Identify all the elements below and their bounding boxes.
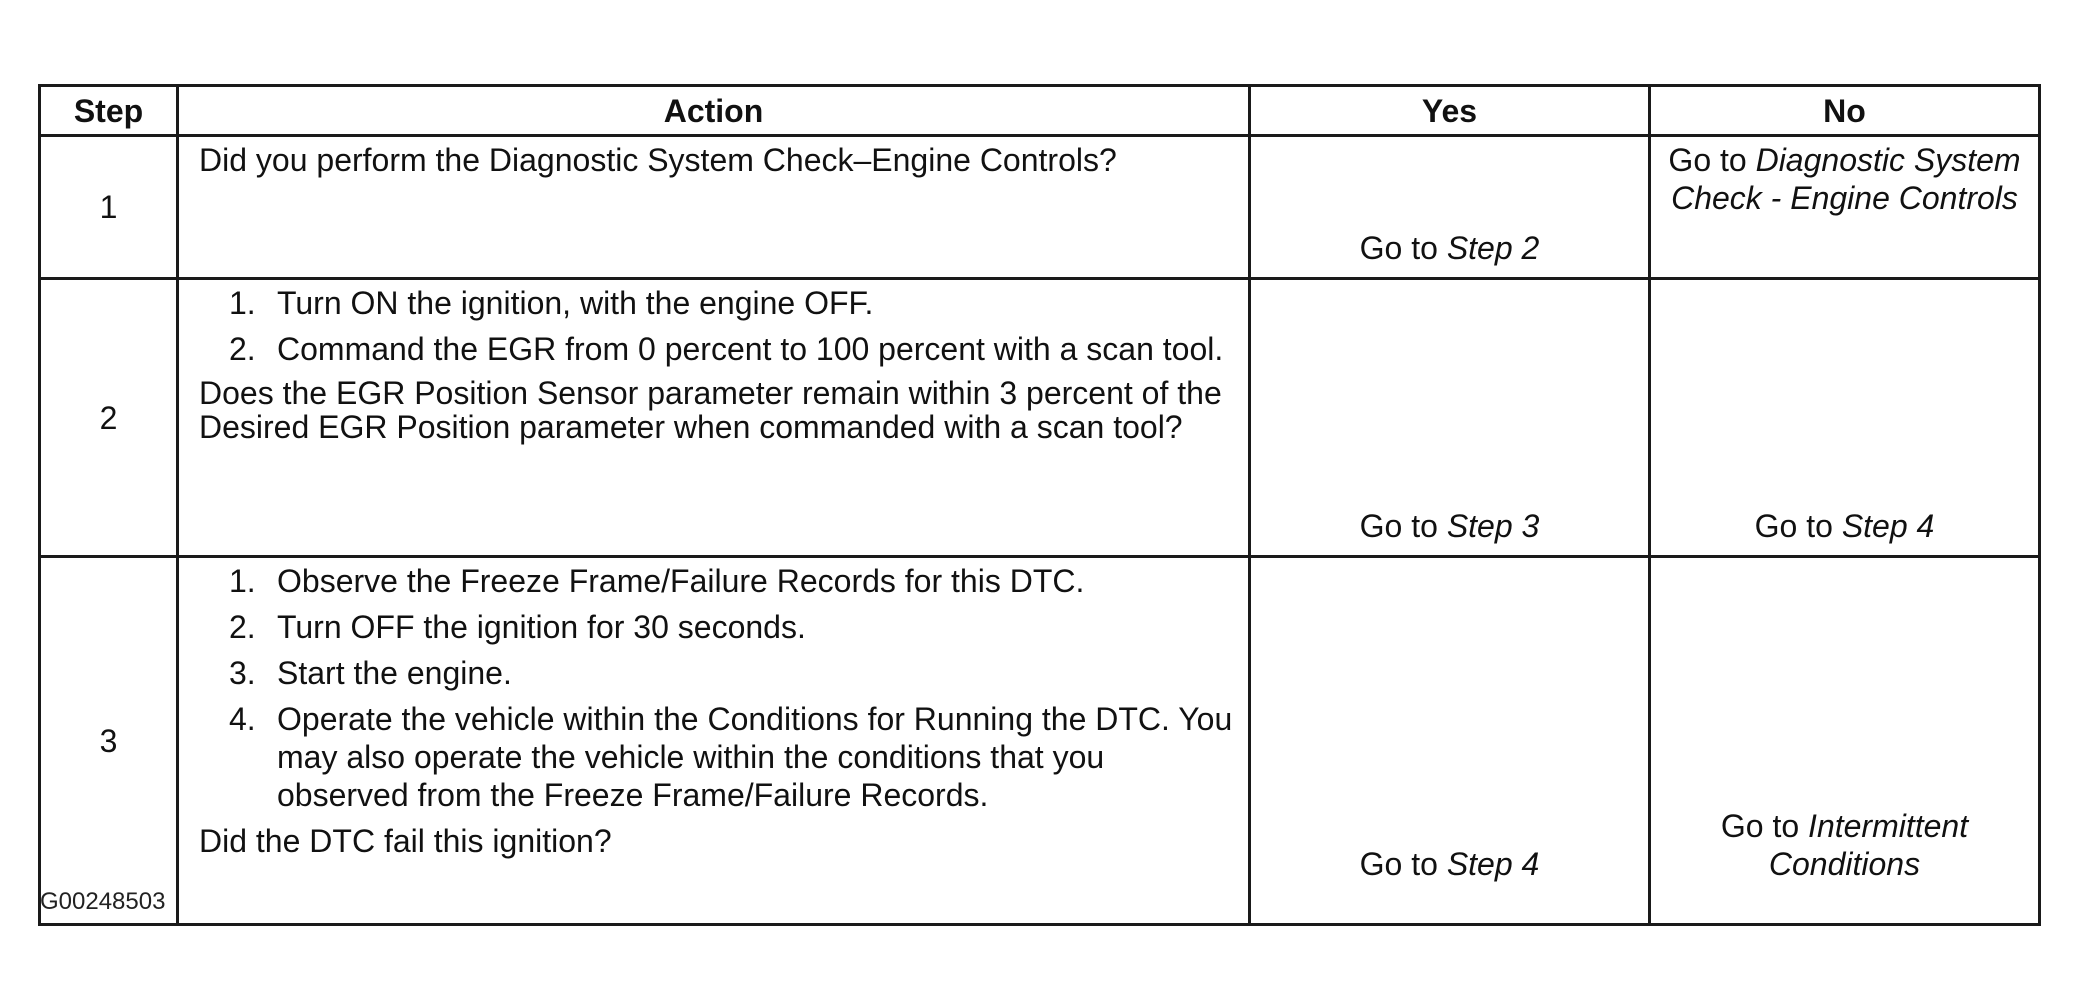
no-target-link[interactable]: Diagnostic System Check - Engine Controls [1671,142,2021,216]
figure-id: G00248503 [40,888,166,915]
yes-prefix: Go to [1359,846,1447,882]
table-row [40,279,2040,557]
yes-prefix: Go to [1359,230,1447,266]
no-cell [1650,136,2040,279]
list-item [199,654,1234,692]
yes-target-link[interactable]: Step 2 [1446,230,1540,266]
step-question: Did the DTC fail this ignition? [199,823,612,859]
header-row [40,86,2040,136]
step-question: Did you perform the Diagnostic System Check–Engine Controls? [199,142,1117,178]
yes-cell [1250,136,1650,279]
yes-target-link[interactable]: Step 3 [1446,508,1540,544]
list-item [199,330,1234,368]
substep-number: 2. [229,331,256,367]
header-no: No [1650,86,2040,136]
diagnostic-table [38,84,2041,926]
no-target-link[interactable]: Intermittent Conditions [1768,808,1969,882]
substep-number: 2. [229,609,256,645]
table-row [40,136,2040,279]
list-item [199,562,1234,600]
table-row [40,557,2040,925]
substep-list [199,562,1234,814]
no-prefix: Go to [1754,508,1842,544]
yes-prefix: Go to [1359,508,1447,544]
yes-target-link[interactable]: Step 4 [1446,846,1540,882]
list-item [199,700,1234,814]
substep-text: Turn OFF the ignition for 30 seconds. [277,609,806,645]
substep-number: 1. [229,285,256,321]
no-cell [1650,557,2040,925]
substep-number: 1. [229,563,256,599]
no-target-link[interactable]: Step 4 [1841,508,1935,544]
substep-text: Turn ON the ignition, with the engine OFF. [277,285,874,321]
substep-text: Start the engine. [277,655,512,691]
yes-cell [1250,557,1650,925]
action-cell [178,557,1250,925]
substep-text: Operate the vehicle within the Conditions for Running the DTC. You may also operate the vehicle within the conditions that you observed from the Freeze Frame/Failure Records. [277,701,1233,813]
list-item [199,608,1234,646]
step-number: 3 [40,557,178,925]
header-yes: Yes [1250,86,1650,136]
no-prefix: Go to [1668,142,1756,178]
header-action: Action [178,86,1250,136]
substep-number: 4. [229,701,256,737]
step-number: 2 [40,279,178,557]
header-step: Step [40,86,178,136]
yes-cell [1250,279,1650,557]
substep-number: 3. [229,655,256,691]
step-number: 1 [40,136,178,279]
substep-list [199,284,1234,368]
step-question: Does the EGR Position Sensor parameter remain within 3 percent of the Desired EGR Position parameter when commanded with a scan tool? [199,375,1222,445]
list-item [199,284,1234,322]
no-prefix: Go to [1720,808,1809,844]
action-cell [178,279,1250,557]
substep-text: Observe the Freeze Frame/Failure Records for this DTC. [277,563,1085,599]
action-cell [178,136,1250,279]
no-cell [1650,279,2040,557]
substep-text: Command the EGR from 0 percent to 100 percent with a scan tool. [277,331,1224,367]
